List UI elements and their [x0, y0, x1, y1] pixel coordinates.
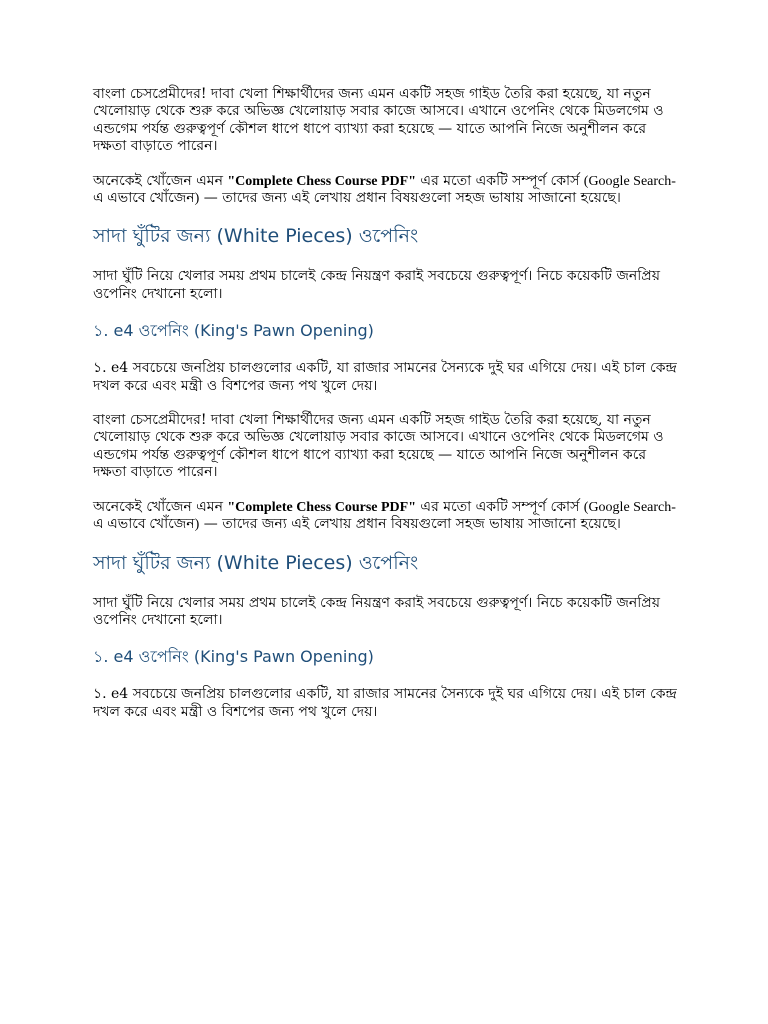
search-text-start: অনেকেই খোঁজেন এমন [93, 172, 228, 189]
search-text-end: — তাদের জন্য এই লেখায় প্রধান বিষয়গুলো সহজ ভাষায় সাজানো হয়েছে। [199, 190, 621, 207]
course-title: "Complete Chess Course PDF" [227, 173, 416, 189]
section-heading: সাদা ঘুঁটির জন্য (White Pieces) ওপেনিং [93, 551, 419, 574]
search-text-mid: এর মতো একটি সম্পূর্ণ কোর্স [415, 498, 584, 515]
search-text-mid: এর মতো একটি সম্পূর্ণ কোর্স [415, 172, 584, 189]
subsection-heading: ১. e4 ওপেনিং (King's Pawn Opening) [93, 321, 374, 341]
section-heading: সাদা ঘুঁটির জন্য (White Pieces) ওপেনিং [93, 225, 419, 248]
section-paragraph: সাদা ঘুঁটি নিয়ে খেলার সময় প্রথম চালেই কেন্দ্র নিয়ন্ত্রণ করাই সবচেয়ে গুরুত্বপূর্ণ। নিচে কয়েকটি জনপ্রিয় ওপেনিং দেখানো হলো। [93, 268, 660, 302]
subsection-heading: ১. e4 ওপেনিং (King's Pawn Opening) [93, 647, 374, 667]
search-text-end: — তাদের জন্য এই লেখায় প্রধান বিষয়গুলো সহজ ভাষায় সাজানো হয়েছে। [199, 516, 621, 533]
search-note: (Google Search-এ এভাবে খোঁজেন) [93, 173, 676, 207]
document-page [93, 86, 678, 738]
search-paragraph [93, 499, 678, 534]
subsection-paragraph: ১. e4 সবচেয়ে জনপ্রিয় চালগুলোর একটি, যা রাজার সামনের সৈন্যকে দুই ঘর এগিয়ে দেয়। এই চাল কেন্দ্র দখল করে এবং মন্ত্রী ও বিশপের জন্য পথ খুলে দেয়। [93, 360, 677, 394]
content-block [93, 412, 678, 721]
intro-paragraph: বাংলা চেসপ্রেমীদের! দাবা খেলা শিক্ষার্থীদের জন্য এমন একটি সহজ গাইড তৈরি করা হয়েছে, যা নতুন খেলোয়াড় থেকে শুরু করে অভিজ্ঞ খেলোয়াড় সবার কাজে আসবে। এখানে ওপেনিং থেকে মিডলগেম ও এন্ডগেম পর্যন্ত গুরুত্বপূর্ণ কৌশল ধাপে ধাপে ব্যাখ্যা করা হয়েছে — যাতে আপনি নিজে অনুশীলন করে দক্ষতা বাড়াতে পারেন। [93, 86, 664, 155]
search-text-start: অনেকেই খোঁজেন এমন [93, 498, 228, 515]
subsection-paragraph: ১. e4 সবচেয়ে জনপ্রিয় চালগুলোর একটি, যা রাজার সামনের সৈন্যকে দুই ঘর এগিয়ে দেয়। এই চাল কেন্দ্র দখল করে এবং মন্ত্রী ও বিশপের জন্য পথ খুলে দেয়। [93, 686, 677, 720]
course-title: "Complete Chess Course PDF" [227, 499, 416, 515]
search-note: (Google Search-এ এভাবে খোঁজেন) [93, 499, 676, 533]
content-block [93, 86, 678, 395]
section-paragraph: সাদা ঘুঁটি নিয়ে খেলার সময় প্রথম চালেই কেন্দ্র নিয়ন্ত্রণ করাই সবচেয়ে গুরুত্বপূর্ণ। নিচে কয়েকটি জনপ্রিয় ওপেনিং দেখানো হলো। [93, 594, 660, 628]
search-paragraph [93, 173, 678, 208]
intro-paragraph: বাংলা চেসপ্রেমীদের! দাবা খেলা শিক্ষার্থীদের জন্য এমন একটি সহজ গাইড তৈরি করা হয়েছে, যা নতুন খেলোয়াড় থেকে শুরু করে অভিজ্ঞ খেলোয়াড় সবার কাজে আসবে। এখানে ওপেনিং থেকে মিডলগেম ও এন্ডগেম পর্যন্ত গুরুত্বপূর্ণ কৌশল ধাপে ধাপে ব্যাখ্যা করা হয়েছে — যাতে আপনি নিজে অনুশীলন করে দক্ষতা বাড়াতে পারেন। [93, 412, 664, 481]
